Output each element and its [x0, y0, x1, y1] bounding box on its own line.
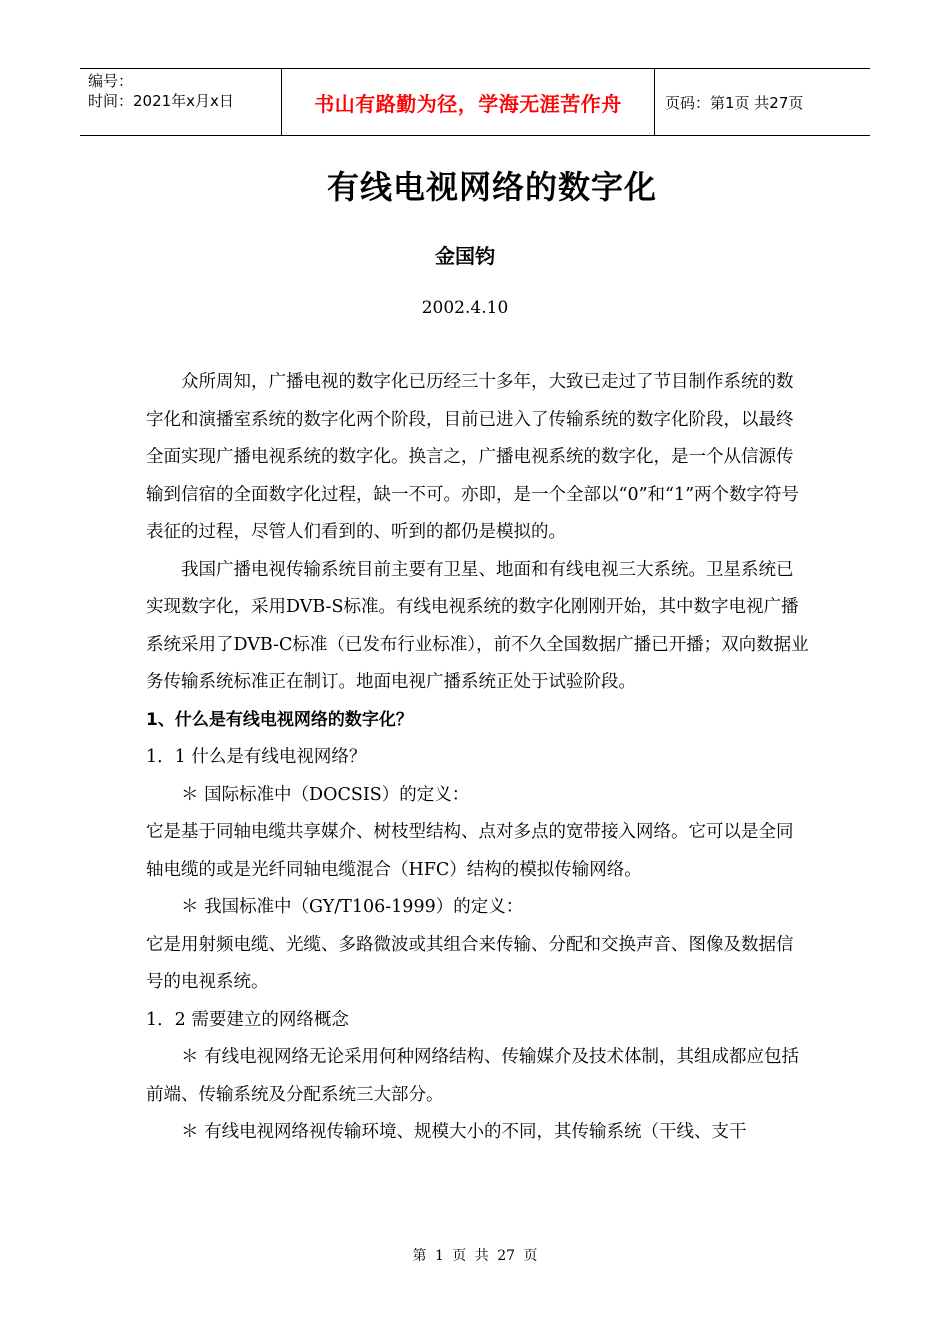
document-body	[146, 364, 810, 1152]
subsection-heading: 1．2 需要建立的网络概念	[146, 1009, 349, 1030]
document-title: 有线电视网络的数字化	[326, 168, 657, 206]
definition-label: ＊ 我国标准中（GY/T106-1999）的定义：	[181, 897, 524, 917]
number-label: 编号：	[88, 72, 134, 90]
definition-text: 它是基于同轴电缆共享媒介、树枝型结构、点对多点的宽带接入网络。它可以是全同轴电缆的或是光纤同轴电缆混合（HFC）结构的模拟传输网络。	[146, 822, 794, 880]
subsection-heading: 1．1 什么是有线电视网络？	[146, 747, 367, 767]
header-table	[80, 68, 870, 136]
header-motto-cell	[282, 69, 655, 135]
motto-text: 书山有路勤为径，学海无涯苦作舟	[314, 91, 622, 116]
header-page-info: 页码：第1页 共27页	[665, 93, 804, 112]
time-label: 时间：2021年x月x日	[88, 92, 234, 110]
definition-text: 它是用射频电缆、光缆、多路微波或其组合来传输、分配和交换声音、图像及数据信号的电视系统。	[146, 934, 794, 992]
document-author: 金国钧	[435, 244, 495, 268]
concept-item: ＊ 有线电视网络视传输环境、规模大小的不同，其传输系统（干线、支干	[181, 1122, 747, 1142]
section-heading: 1、什么是有线电视网络的数字化？	[146, 709, 413, 730]
paragraph: 众所周知，广播电视的数字化已历经三十多年，大致已走过了节目制作系统的数字化和演播室系统的数字化两个阶段，目前已进入了传输系统的数字化阶段，以最终全面实现广播电视系统的数字化。换言之，广播电视系统的数字化，是一个从信源传输到信宿的全面数字化过程，缺一不可。亦即，是一个全部以“0”和“1”两个数字符号表征的过程，尽管人们看到的、听到的都仍是模拟的。	[146, 372, 800, 542]
paragraph: 我国广播电视传输系统目前主要有卫星、地面和有线电视三大系统。卫星系统已实现数字化，采用DVB-S标准。有线电视系统的数字化刚刚开始，其中数字电视广播系统采用了DVB-C标准（已发布行业标准），前不久全国数据广播已开播；双向数据业务传输系统标准正在制订。地面电视广播系统正处于试验阶段。	[146, 559, 809, 692]
document-date: 2002.4.10	[421, 298, 509, 318]
concept-item: ＊ 有线电视网络无论采用何种网络结构、传输媒介及技术体制，其组成都应包括前端、传输系统及分配系统三大部分。	[146, 1047, 800, 1105]
definition-label: ＊ 国际标准中（DOCSIS）的定义：	[181, 784, 470, 805]
page-footer: 第 1 页 共 27 页	[412, 1248, 538, 1264]
header-left-cell	[80, 69, 282, 135]
